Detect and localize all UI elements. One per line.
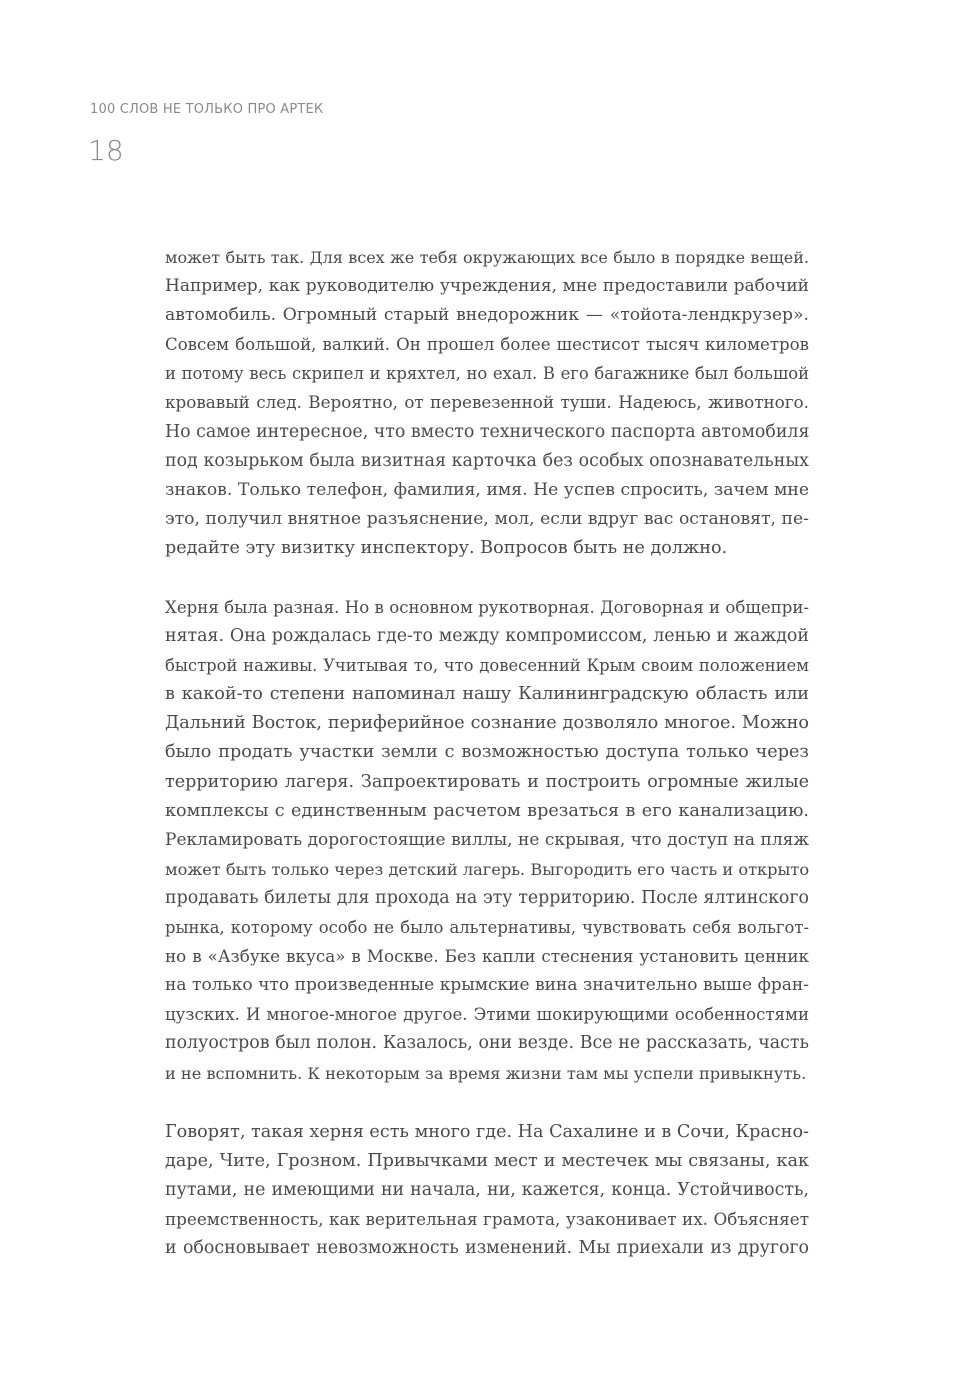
text-line: и потому весь скрипел и кряхтел, но ехал. В его багажнике был большой xyxy=(165,364,809,384)
page-number: 18 xyxy=(88,134,124,167)
text-line: цузских. И многое-многое другое. Этими шокирующими особенностями xyxy=(165,1005,809,1025)
text-line: даре, Чите, Грозном. Привычками мест и местечек мы связаны, как xyxy=(165,1151,809,1172)
text-line: территорию лагеря. Запроектировать и построить огромные жилые xyxy=(165,771,809,792)
text-line: полуостров был полон. Казалось, они везде. Все не рассказать, часть xyxy=(165,1033,809,1054)
paragraph-3 xyxy=(165,1118,809,1263)
text-line: может быть так. Для всех же тебя окружающих все было в порядке вещей. xyxy=(165,248,809,267)
text-line: рынка, которому особо не было альтернативы, чувствовать себя вольгот- xyxy=(165,918,809,938)
text-line: под козырьком была визитная карточка без особых опознавательных xyxy=(165,450,809,471)
text-line: на только что произведенные крымские вина значительно выше фран- xyxy=(165,975,809,996)
text-line: было продать участки земли с возможностью доступа только через xyxy=(165,742,809,763)
text-line: и обосновывает невозможность изменений. Мы приехали из другого xyxy=(165,1238,809,1259)
text-line: Херня была разная. Но в основном рукотворная. Договорная и общепри- xyxy=(165,598,809,617)
text-line: автомобиль. Огромный старый внедорожник — «тойота-лендкрузер». xyxy=(165,305,809,326)
text-line: кровавый след. Вероятно, от перевезенной туши. Надеюсь, животного. xyxy=(165,392,809,413)
text-line: Совсем большой, валкий. Он прошел более шестисот тысяч километров xyxy=(165,335,809,355)
text-line: Говорят, такая херня есть много где. На Сахалине и в Сочи, Красно- xyxy=(165,1122,809,1142)
text-line: Например, как руководителю учреждения, мне предоставили рабочий xyxy=(165,276,809,297)
text-line: Дальний Восток, периферийное сознание дозволяло многое. Можно xyxy=(165,713,809,734)
text-line: может быть только через детский лагерь. Выгородить его часть и открыто xyxy=(165,859,809,879)
text-line: Но самое интересное, что вместо технического паспорта автомобиля xyxy=(165,421,809,442)
text-line: преемственность, как верительная грамота, узаконивает их. Объясняет xyxy=(165,1209,809,1230)
text-line: нятая. Она рождалась где-то между компромиссом, ленью и жаждой xyxy=(165,626,809,647)
text-line: путами, не имеющими ни начала, ни, кажется, конца. Устойчивость, xyxy=(165,1180,809,1201)
text-line: и не вспомнить. К некоторым за время жизни там мы успели привыкнуть. xyxy=(165,1063,807,1083)
paragraph-2 xyxy=(165,593,809,1088)
text-line: знаков. Только телефон, фамилия, имя. Не успев спросить, зачем мне xyxy=(165,479,809,500)
text-line: но в «Азбуке вкуса» в Москве. Без капли стеснения установить ценник xyxy=(165,946,809,967)
text-line: это, получил внятное разъяснение, мол, если вдруг вас остановят, пе- xyxy=(165,508,809,529)
running-head: 100 СЛОВ НЕ ТОЛЬКО ПРО АРТЕК xyxy=(90,102,324,117)
text-line: Рекламировать дорогостоящие виллы, не скрывая, что доступ на пляж xyxy=(165,829,809,850)
paragraph-1 xyxy=(165,243,809,563)
text-line: продавать билеты для прохода на эту территорию. После ялтинского xyxy=(165,887,809,908)
text-line: редайте эту визитку инспектору. Вопросов быть не должно. xyxy=(165,537,728,558)
text-line: в какой-то степени напоминал нашу Калининградскую область или xyxy=(165,684,809,705)
text-line: комплексы с единственным расчетом врезаться в его канализацию. xyxy=(165,800,809,821)
text-line: быстрой наживы. Учитывая то, что довесенний Крым своим положением xyxy=(165,656,809,676)
